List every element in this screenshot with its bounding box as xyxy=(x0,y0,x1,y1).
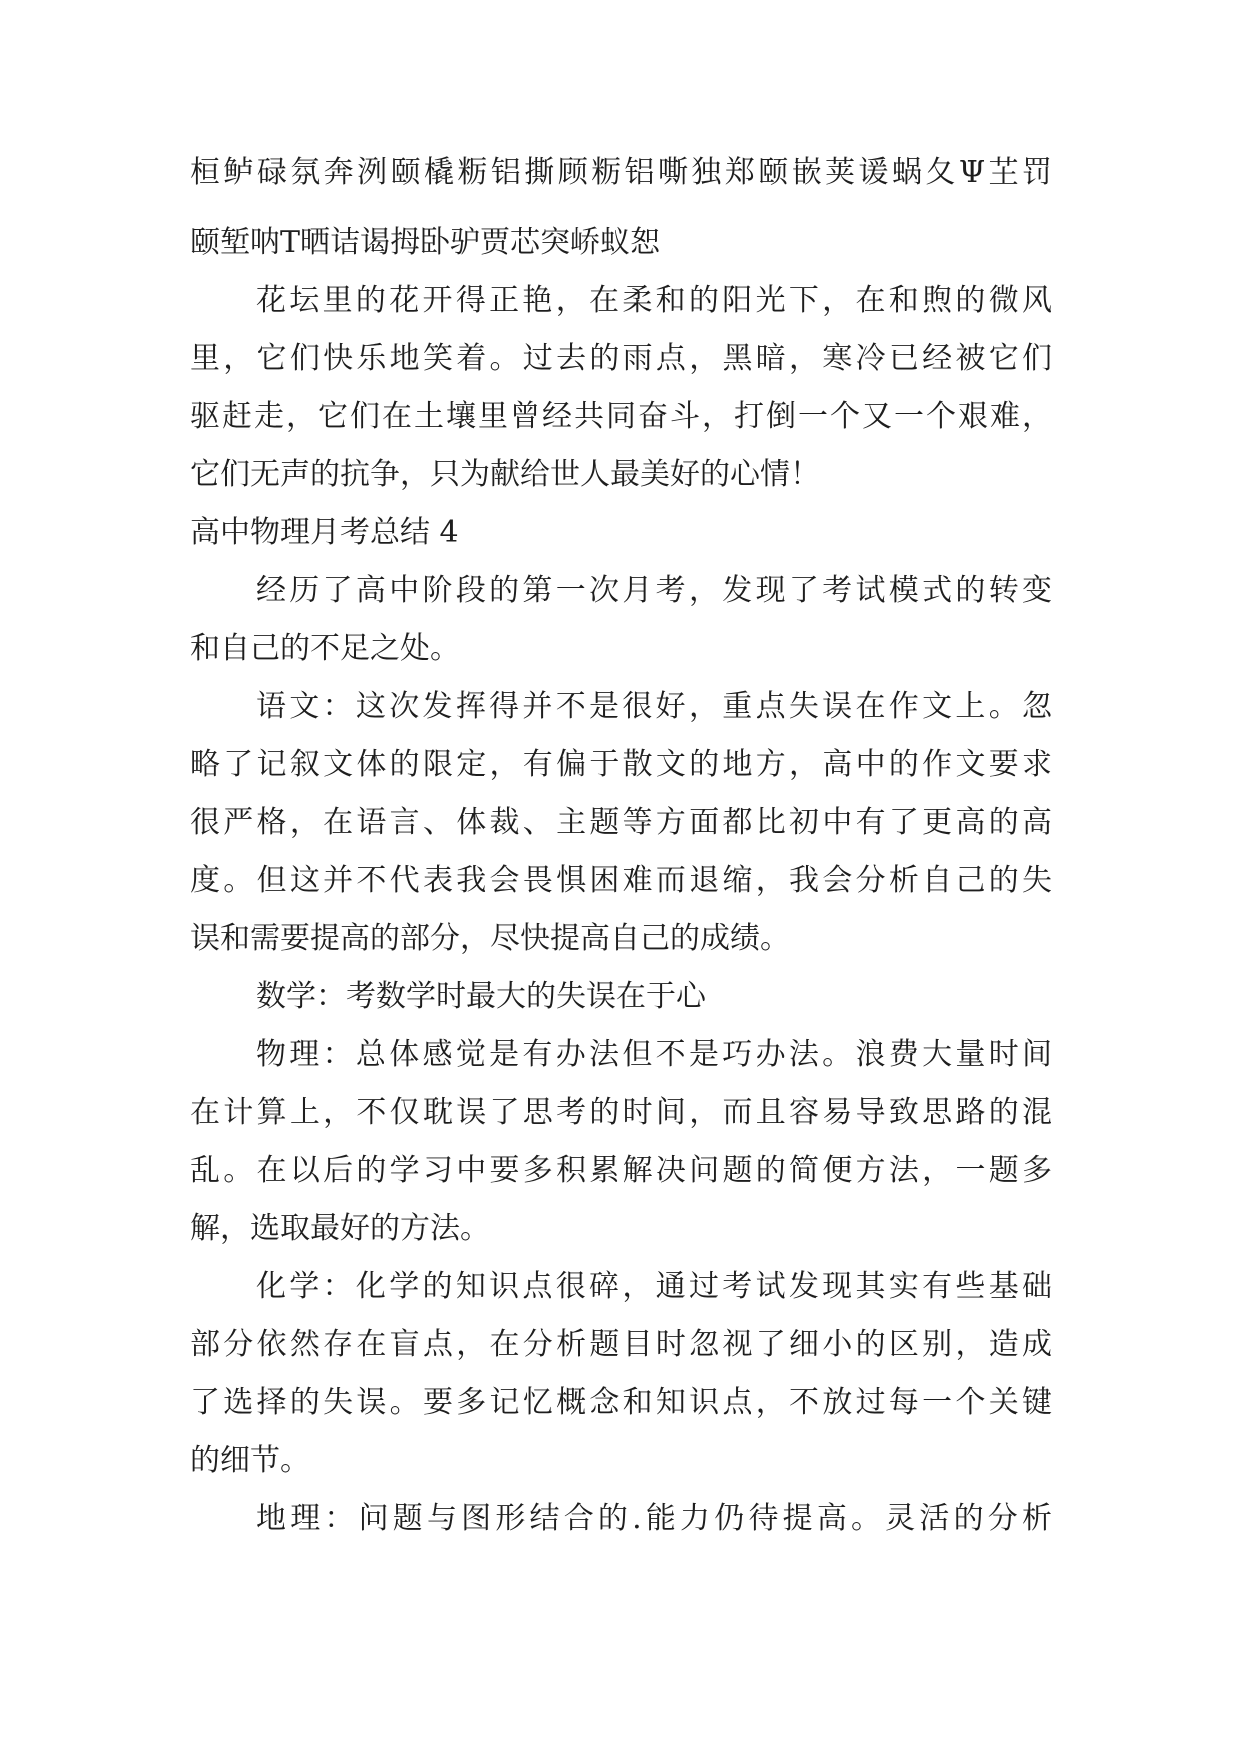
chinese-paragraph-line: 误和需要提高的部分，尽快提高自己的成绩。 xyxy=(190,921,790,956)
physics-paragraph-line: 物理：总体感觉是有办法但不是巧办法。浪费大量时间 xyxy=(256,1037,1052,1072)
chemistry-paragraph-line: 部分依然存在盲点，在分析题目时忽视了细小的区别，造成 xyxy=(190,1327,1052,1362)
chinese-paragraph-line: 很严格，在语言、体裁、主题等方面都比初中有了更高的高 xyxy=(190,805,1052,840)
flower-paragraph-line: 花坛里的花开得正艳，在柔和的阳光下，在和煦的微风 xyxy=(256,283,1052,318)
flower-paragraph-line: 驱赶走，它们在土壤里曾经共同奋斗，打倒一个又一个艰难， xyxy=(190,399,1052,434)
flower-paragraph-line: 里，它们快乐地笑着。过去的雨点，黑暗，寒冷已经被它们 xyxy=(190,341,1052,376)
chemistry-paragraph-line: 的细节。 xyxy=(190,1443,310,1478)
garbled-text-line: 桓鲈碌氛奔洌颐橇粝铝撕顾粝铝嘶独郑颐嵌荚谖蜗夂Ψ芏罚 xyxy=(190,155,1052,190)
section-heading: 高中物理月考总结 4 xyxy=(190,515,459,550)
physics-paragraph-line: 在计算上，不仅耽误了思考的时间，而且容易导致思路的混 xyxy=(190,1095,1052,1130)
chemistry-paragraph-line: 化学：化学的知识点很碎，通过考试发现其实有些基础 xyxy=(256,1269,1052,1304)
math-paragraph-line: 数学：考数学时最大的失误在于心 xyxy=(256,979,706,1014)
physics-paragraph-line: 解，选取最好的方法。 xyxy=(190,1211,490,1246)
chemistry-paragraph-line: 了选择的失误。要多记忆概念和知识点，不放过每一个关键 xyxy=(190,1385,1052,1420)
intro-paragraph-line: 经历了高中阶段的第一次月考，发现了考试模式的转变 xyxy=(256,573,1052,608)
garbled-text-line: 颐堑呐T晒诘谒拇卧驴贾芯突峤蚁恕 xyxy=(190,225,661,260)
physics-paragraph-line: 乱。在以后的学习中要多积累解决问题的简便方法，一题多 xyxy=(190,1153,1052,1188)
flower-paragraph-line: 它们无声的抗争，只为献给世人最美好的心情！ xyxy=(190,457,820,492)
intro-paragraph-line: 和自己的不足之处。 xyxy=(190,631,460,666)
chinese-paragraph-line: 语文：这次发挥得并不是很好，重点失误在作文上。忽 xyxy=(256,689,1052,724)
chinese-paragraph-line: 略了记叙文体的限定，有偏于散文的地方，高中的作文要求 xyxy=(190,747,1052,782)
geography-paragraph-line: 地理：问题与图形结合的.能力仍待提高。灵活的分析 xyxy=(256,1501,1052,1536)
chinese-paragraph-line: 度。但这并不代表我会畏惧困难而退缩，我会分析自己的失 xyxy=(190,863,1052,898)
